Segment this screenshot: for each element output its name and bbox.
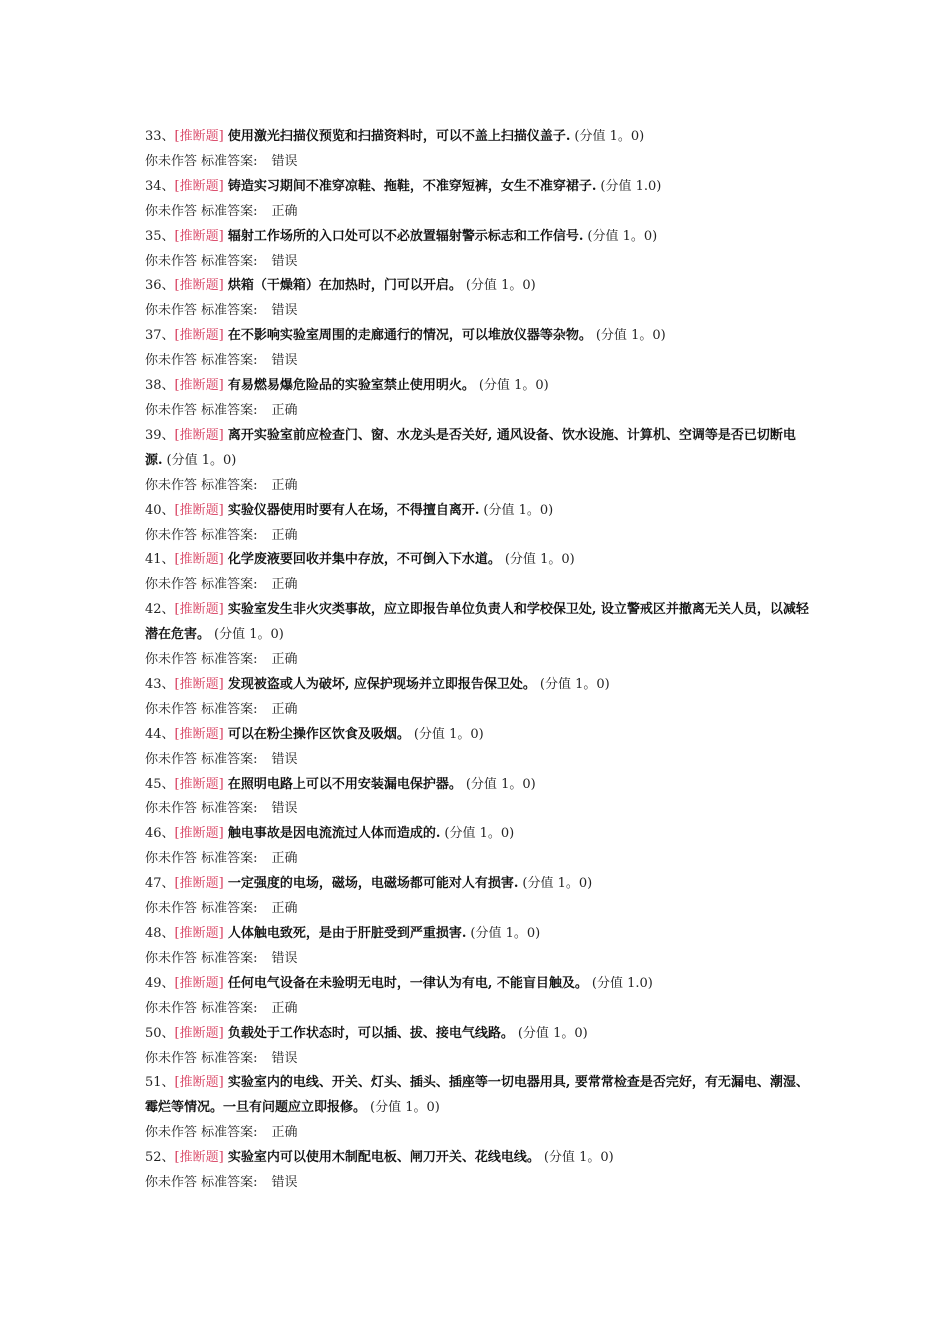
answer-line — [145, 947, 810, 972]
question-type: [推断题] — [174, 552, 224, 568]
question-number: 33、 — [145, 129, 175, 144]
not-answered-label: 你未作答 — [145, 253, 198, 269]
question-type: [推断题] — [174, 278, 224, 294]
question-number: 40、 — [145, 502, 175, 518]
answer-line — [145, 698, 810, 723]
not-answered-label: 你未作答 — [145, 203, 198, 219]
question-item — [145, 673, 810, 723]
standard-answer-label: 标准答案: — [201, 253, 258, 269]
question-score: (分值 1。0) — [483, 502, 554, 518]
question-line — [145, 673, 810, 698]
question-score: (分值 1。0) — [543, 1150, 614, 1166]
standard-answer-value: 正确 — [271, 851, 298, 867]
question-text: 发现被盗或人为破坏, 应保护现场并立即报告保卫处。 — [227, 676, 536, 692]
answer-line — [145, 150, 810, 175]
standard-answer-label: 标准答案: — [201, 1050, 258, 1066]
question-score: (分值 1。0) — [504, 552, 575, 568]
question-type: [推断题] — [174, 328, 224, 344]
standard-answer-value: 正确 — [271, 203, 298, 219]
not-answered-label: 你未作答 — [145, 1125, 198, 1141]
standard-answer-value: 错误 — [271, 950, 298, 966]
question-type: [推断题] — [174, 427, 224, 443]
standard-answer-label: 标准答案: — [201, 1175, 258, 1191]
not-answered-label: 你未作答 — [145, 527, 198, 543]
standard-answer-label: 标准答案: — [201, 402, 258, 418]
question-number: 45、 — [145, 776, 175, 792]
not-answered-label: 你未作答 — [145, 353, 198, 369]
question-text: 化学废液要回收并集中存放，不可倒入下水道。 — [227, 552, 501, 568]
question-line — [145, 598, 810, 648]
answer-line — [145, 399, 810, 424]
question-type: [推断题] — [174, 378, 224, 394]
standard-answer-value: 错误 — [271, 253, 298, 269]
standard-answer-value: 正确 — [271, 527, 298, 543]
question-text: 人体触电致死，是由于肝脏受到严重损害. — [227, 926, 467, 941]
question-text: 负载处于工作状态时，可以插、拔、接电气线路。 — [227, 1025, 514, 1041]
question-number: 42、 — [145, 602, 175, 618]
answer-line — [145, 1047, 810, 1072]
question-item — [145, 1071, 810, 1146]
standard-answer-value: 错误 — [271, 353, 298, 369]
question-item — [145, 499, 810, 549]
question-text: 触电事故是因电流流过人体而造成的. — [227, 826, 441, 842]
standard-answer-value: 错误 — [271, 751, 298, 767]
question-text: 铸造实习期间不准穿凉鞋、拖鞋，不准穿短裤，女生不准穿裙子. — [227, 178, 597, 194]
question-text: 任何电气设备在未验明无电时，一律认为有电, 不能盲目触及。 — [227, 975, 588, 991]
answer-line — [145, 748, 810, 773]
question-item — [145, 175, 810, 225]
not-answered-label: 你未作答 — [145, 303, 198, 319]
question-number: 48、 — [145, 926, 175, 941]
question-score: (分值 1。0) — [539, 676, 610, 692]
standard-answer-value: 正确 — [271, 701, 298, 717]
standard-answer-label: 标准答案: — [201, 701, 258, 717]
question-type: [推断题] — [174, 1150, 224, 1166]
question-score: (分值 1。0) — [370, 1100, 440, 1116]
question-text: 实验室内的电线、开关、灯头、插头、插座等一切电器用具, 要常常检查是否完好，有无漏电、潮湿、霉烂等情况。一旦有问题应立即报修。 — [145, 1075, 809, 1116]
standard-answer-value: 正确 — [271, 402, 298, 418]
question-type: [推断题] — [174, 975, 224, 991]
answer-line — [145, 897, 810, 922]
not-answered-label: 你未作答 — [145, 1000, 198, 1016]
standard-answer-label: 标准答案: — [201, 901, 258, 917]
question-item — [145, 872, 810, 922]
not-answered-label: 你未作答 — [145, 950, 198, 966]
standard-answer-label: 标准答案: — [201, 203, 258, 219]
standard-answer-label: 标准答案: — [201, 851, 258, 867]
answer-line — [145, 573, 810, 598]
question-item — [145, 424, 810, 499]
question-item — [145, 225, 810, 275]
question-type: [推断题] — [174, 228, 224, 244]
standard-answer-label: 标准答案: — [201, 652, 258, 668]
question-type: [推断题] — [174, 502, 224, 518]
question-line — [145, 274, 810, 299]
question-score: (分值 1.0) — [600, 178, 662, 194]
question-text: 在不影响实验室周围的走廊通行的情况，可以堆放仪器等杂物。 — [227, 328, 592, 344]
not-answered-label: 你未作答 — [145, 153, 198, 169]
question-item — [145, 1146, 810, 1196]
question-text: 辐射工作场所的入口处可以不必放置辐射警示标志和工作信号. — [227, 228, 584, 244]
standard-answer-label: 标准答案: — [201, 303, 258, 319]
question-score: (分值 1。0) — [478, 378, 549, 394]
question-number: 39、 — [145, 427, 175, 443]
question-text: 实验仪器使用时要有人在场，不得擅自离开. — [227, 502, 480, 518]
question-line — [145, 723, 810, 748]
standard-answer-value: 错误 — [271, 801, 298, 817]
question-text: 使用激光扫描仪预览和扫描资料时，可以不盖上扫描仪盖子. — [227, 129, 571, 144]
question-item — [145, 324, 810, 374]
question-text: 烘箱（干燥箱）在加热时，门可以开启。 — [227, 278, 462, 294]
question-text: 在照明电路上可以不用安装漏电保护器。 — [227, 776, 462, 792]
question-score: (分值 1。0) — [522, 876, 593, 892]
question-text: 实验室内可以使用木制配电板、闸刀开关、花线电线。 — [227, 1150, 540, 1166]
question-score: (分值 1。0) — [595, 328, 666, 344]
question-number: 46、 — [145, 826, 175, 842]
answer-line — [145, 1121, 810, 1146]
question-type: [推断题] — [174, 726, 224, 742]
question-score: (分值 1。0) — [214, 627, 284, 643]
standard-answer-value: 错误 — [271, 303, 298, 319]
not-answered-label: 你未作答 — [145, 652, 198, 668]
question-line — [145, 548, 810, 573]
question-item — [145, 723, 810, 773]
question-number: 51、 — [145, 1075, 175, 1091]
question-line — [145, 175, 810, 200]
question-text: 一定强度的电场，磁场，电磁场都可能对人有损害. — [227, 876, 519, 892]
standard-answer-value: 正确 — [271, 1000, 298, 1016]
question-text: 有易燃易爆危险品的实验室禁止使用明火。 — [227, 378, 475, 394]
question-item — [145, 374, 810, 424]
standard-answer-value: 正确 — [271, 1125, 298, 1141]
question-type: [推断题] — [174, 876, 224, 892]
question-score: (分值 1。0) — [465, 278, 536, 294]
standard-answer-value: 错误 — [271, 1050, 298, 1066]
question-line — [145, 972, 810, 997]
standard-answer-value: 正确 — [271, 577, 298, 593]
question-item — [145, 1022, 810, 1072]
question-list — [145, 125, 810, 1196]
standard-answer-label: 标准答案: — [201, 751, 258, 767]
question-line — [145, 225, 810, 250]
standard-answer-label: 标准答案: — [201, 1000, 258, 1016]
question-item — [145, 274, 810, 324]
question-type: [推断题] — [174, 1075, 224, 1091]
question-type: [推断题] — [174, 776, 224, 792]
question-score: (分值 1。0) — [444, 826, 515, 842]
answer-line — [145, 250, 810, 275]
question-score: (分值 1.0) — [591, 975, 653, 991]
question-score: (分值 1。0) — [413, 726, 484, 742]
question-line — [145, 872, 810, 897]
not-answered-label: 你未作答 — [145, 701, 198, 717]
question-type: [推断题] — [174, 178, 224, 194]
question-line — [145, 1071, 810, 1121]
question-score: (分值 1。0) — [470, 926, 541, 941]
question-number: 50、 — [145, 1025, 175, 1041]
standard-answer-label: 标准答案: — [201, 153, 258, 169]
question-type: [推断题] — [174, 1025, 224, 1041]
not-answered-label: 你未作答 — [145, 1175, 198, 1191]
question-number: 49、 — [145, 975, 175, 991]
question-number: 47、 — [145, 876, 175, 892]
answer-line — [145, 349, 810, 374]
question-line — [145, 499, 810, 524]
standard-answer-label: 标准答案: — [201, 353, 258, 369]
question-text: 可以在粉尘操作区饮食及吸烟。 — [227, 726, 410, 742]
standard-answer-label: 标准答案: — [201, 527, 258, 543]
standard-answer-value: 正确 — [271, 477, 298, 493]
question-type: [推断题] — [174, 676, 224, 692]
question-line — [145, 424, 810, 474]
question-item — [145, 922, 810, 972]
standard-answer-value: 错误 — [271, 153, 298, 169]
question-number: 35、 — [145, 228, 175, 244]
question-score: (分值 1。0) — [465, 776, 536, 792]
question-type: [推断题] — [174, 129, 224, 144]
question-number: 38、 — [145, 378, 175, 394]
question-number: 36、 — [145, 278, 175, 294]
not-answered-label: 你未作答 — [145, 477, 198, 493]
not-answered-label: 你未作答 — [145, 402, 198, 418]
question-line — [145, 125, 810, 150]
question-score: (分值 1。0) — [166, 452, 237, 468]
not-answered-label: 你未作答 — [145, 801, 198, 817]
question-line — [145, 822, 810, 847]
question-type: [推断题] — [174, 826, 224, 842]
not-answered-label: 你未作答 — [145, 1050, 198, 1066]
not-answered-label: 你未作答 — [145, 901, 198, 917]
answer-line — [145, 648, 810, 673]
question-text: 实验室发生非火灾类事故，应立即报告单位负责人和学校保卫处, 设立警戒区并撤离无关人员，以减轻潜在危害。 — [145, 602, 809, 643]
not-answered-label: 你未作答 — [145, 751, 198, 767]
answer-line — [145, 299, 810, 324]
standard-answer-value: 正确 — [271, 901, 298, 917]
question-item — [145, 125, 810, 175]
answer-line — [145, 200, 810, 225]
not-answered-label: 你未作答 — [145, 851, 198, 867]
standard-answer-label: 标准答案: — [201, 577, 258, 593]
question-score: (分值 1。0) — [517, 1025, 588, 1041]
question-text: 离开实验室前应检查门、窗、水龙头是否关好, 通风设备、饮水设施、计算机、空调等是否已切断电源. — [145, 427, 796, 468]
question-number: 37、 — [145, 328, 175, 344]
question-number: 44、 — [145, 726, 175, 742]
question-type: [推断题] — [174, 602, 224, 618]
question-number: 41、 — [145, 552, 175, 568]
answer-line — [145, 1171, 810, 1196]
standard-answer-label: 标准答案: — [201, 801, 258, 817]
question-score: (分值 1。0) — [587, 228, 658, 244]
question-number: 52、 — [145, 1150, 175, 1166]
question-item — [145, 972, 810, 1022]
question-line — [145, 922, 810, 947]
question-line — [145, 374, 810, 399]
question-item — [145, 822, 810, 872]
not-answered-label: 你未作答 — [145, 577, 198, 593]
standard-answer-label: 标准答案: — [201, 477, 258, 493]
question-score: (分值 1。0) — [574, 129, 645, 144]
standard-answer-label: 标准答案: — [201, 950, 258, 966]
question-item — [145, 598, 810, 673]
standard-answer-value: 正确 — [271, 652, 298, 668]
answer-line — [145, 997, 810, 1022]
question-line — [145, 324, 810, 349]
answer-line — [145, 474, 810, 499]
question-number: 34、 — [145, 178, 175, 194]
question-line — [145, 1022, 810, 1047]
question-item — [145, 773, 810, 823]
question-line — [145, 1146, 810, 1171]
answer-line — [145, 847, 810, 872]
question-line — [145, 773, 810, 798]
answer-line — [145, 797, 810, 822]
question-item — [145, 548, 810, 598]
answer-line — [145, 524, 810, 549]
question-number: 43、 — [145, 676, 175, 692]
standard-answer-label: 标准答案: — [201, 1125, 258, 1141]
standard-answer-value: 错误 — [271, 1175, 298, 1191]
question-type: [推断题] — [174, 926, 224, 941]
